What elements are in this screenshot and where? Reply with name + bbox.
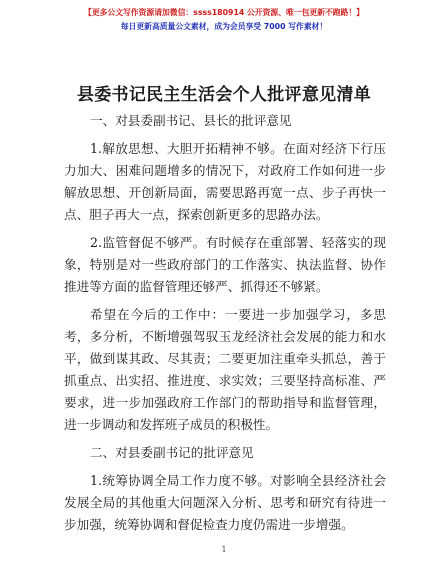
paragraph-item-2: 2.监管督促不够严。有时候存在重部署、轻落实的现象，特别是对一些政府部门的工作落实、执法监督、协作推进等方面的监督管理还够严、抓得还不够紧。 (64, 235, 386, 294)
promo-line-2: 每日更新高质量公文素材，成为会员享受 7000 写作素材！ (120, 22, 328, 31)
document-body (64, 110, 386, 536)
document-title: 县委书记民主生活会个人批评意见清单 (76, 85, 372, 105)
promo-line-1: 【更多公文写作资源请加微信：ssss180914 公开资源、唯一包更新不跑路！】 (84, 8, 364, 17)
section-heading-1: 一、对县委副书记、县长的批评意见 (90, 113, 292, 128)
paragraph-item-3: 1.统筹协调全局工作力度不够。对影响全县经济社会发展全局的其他重大问题深入分析、思考和研究有待进一步加强，统筹协调和督促检查力度仍需进一步增强。 (64, 473, 386, 532)
section-heading-2: 二、对县委副书记的批评意见 (90, 445, 254, 460)
page-number: 1 (221, 545, 227, 554)
promo-banner (0, 6, 448, 34)
paragraph-item-1: 1.解放思想、大胆开拓精神不够。在面对经济下行压力加大、困难问题增多的情况下，对政府工作如何进一步解放思想、开创新局面，需要思路再宽一点、步子再快一点、胆子再大一点，探索创新更多的思路办法。 (64, 141, 386, 222)
paragraph-hopes: 希望在今后的工作中：一要进一步加强学习，多思考，多分析，不断增强驾驭玉龙经济社会发展的能力和水平，做到谋其政、尽其责；二要更加注重牵头抓总，善于抓重点、出实招、推进度、求实效；三要坚持高标准、严要求，进一步加强政府工作部门的帮助指导和监督管理，进一步调动和发挥班子成员的积极性。 (64, 307, 386, 432)
